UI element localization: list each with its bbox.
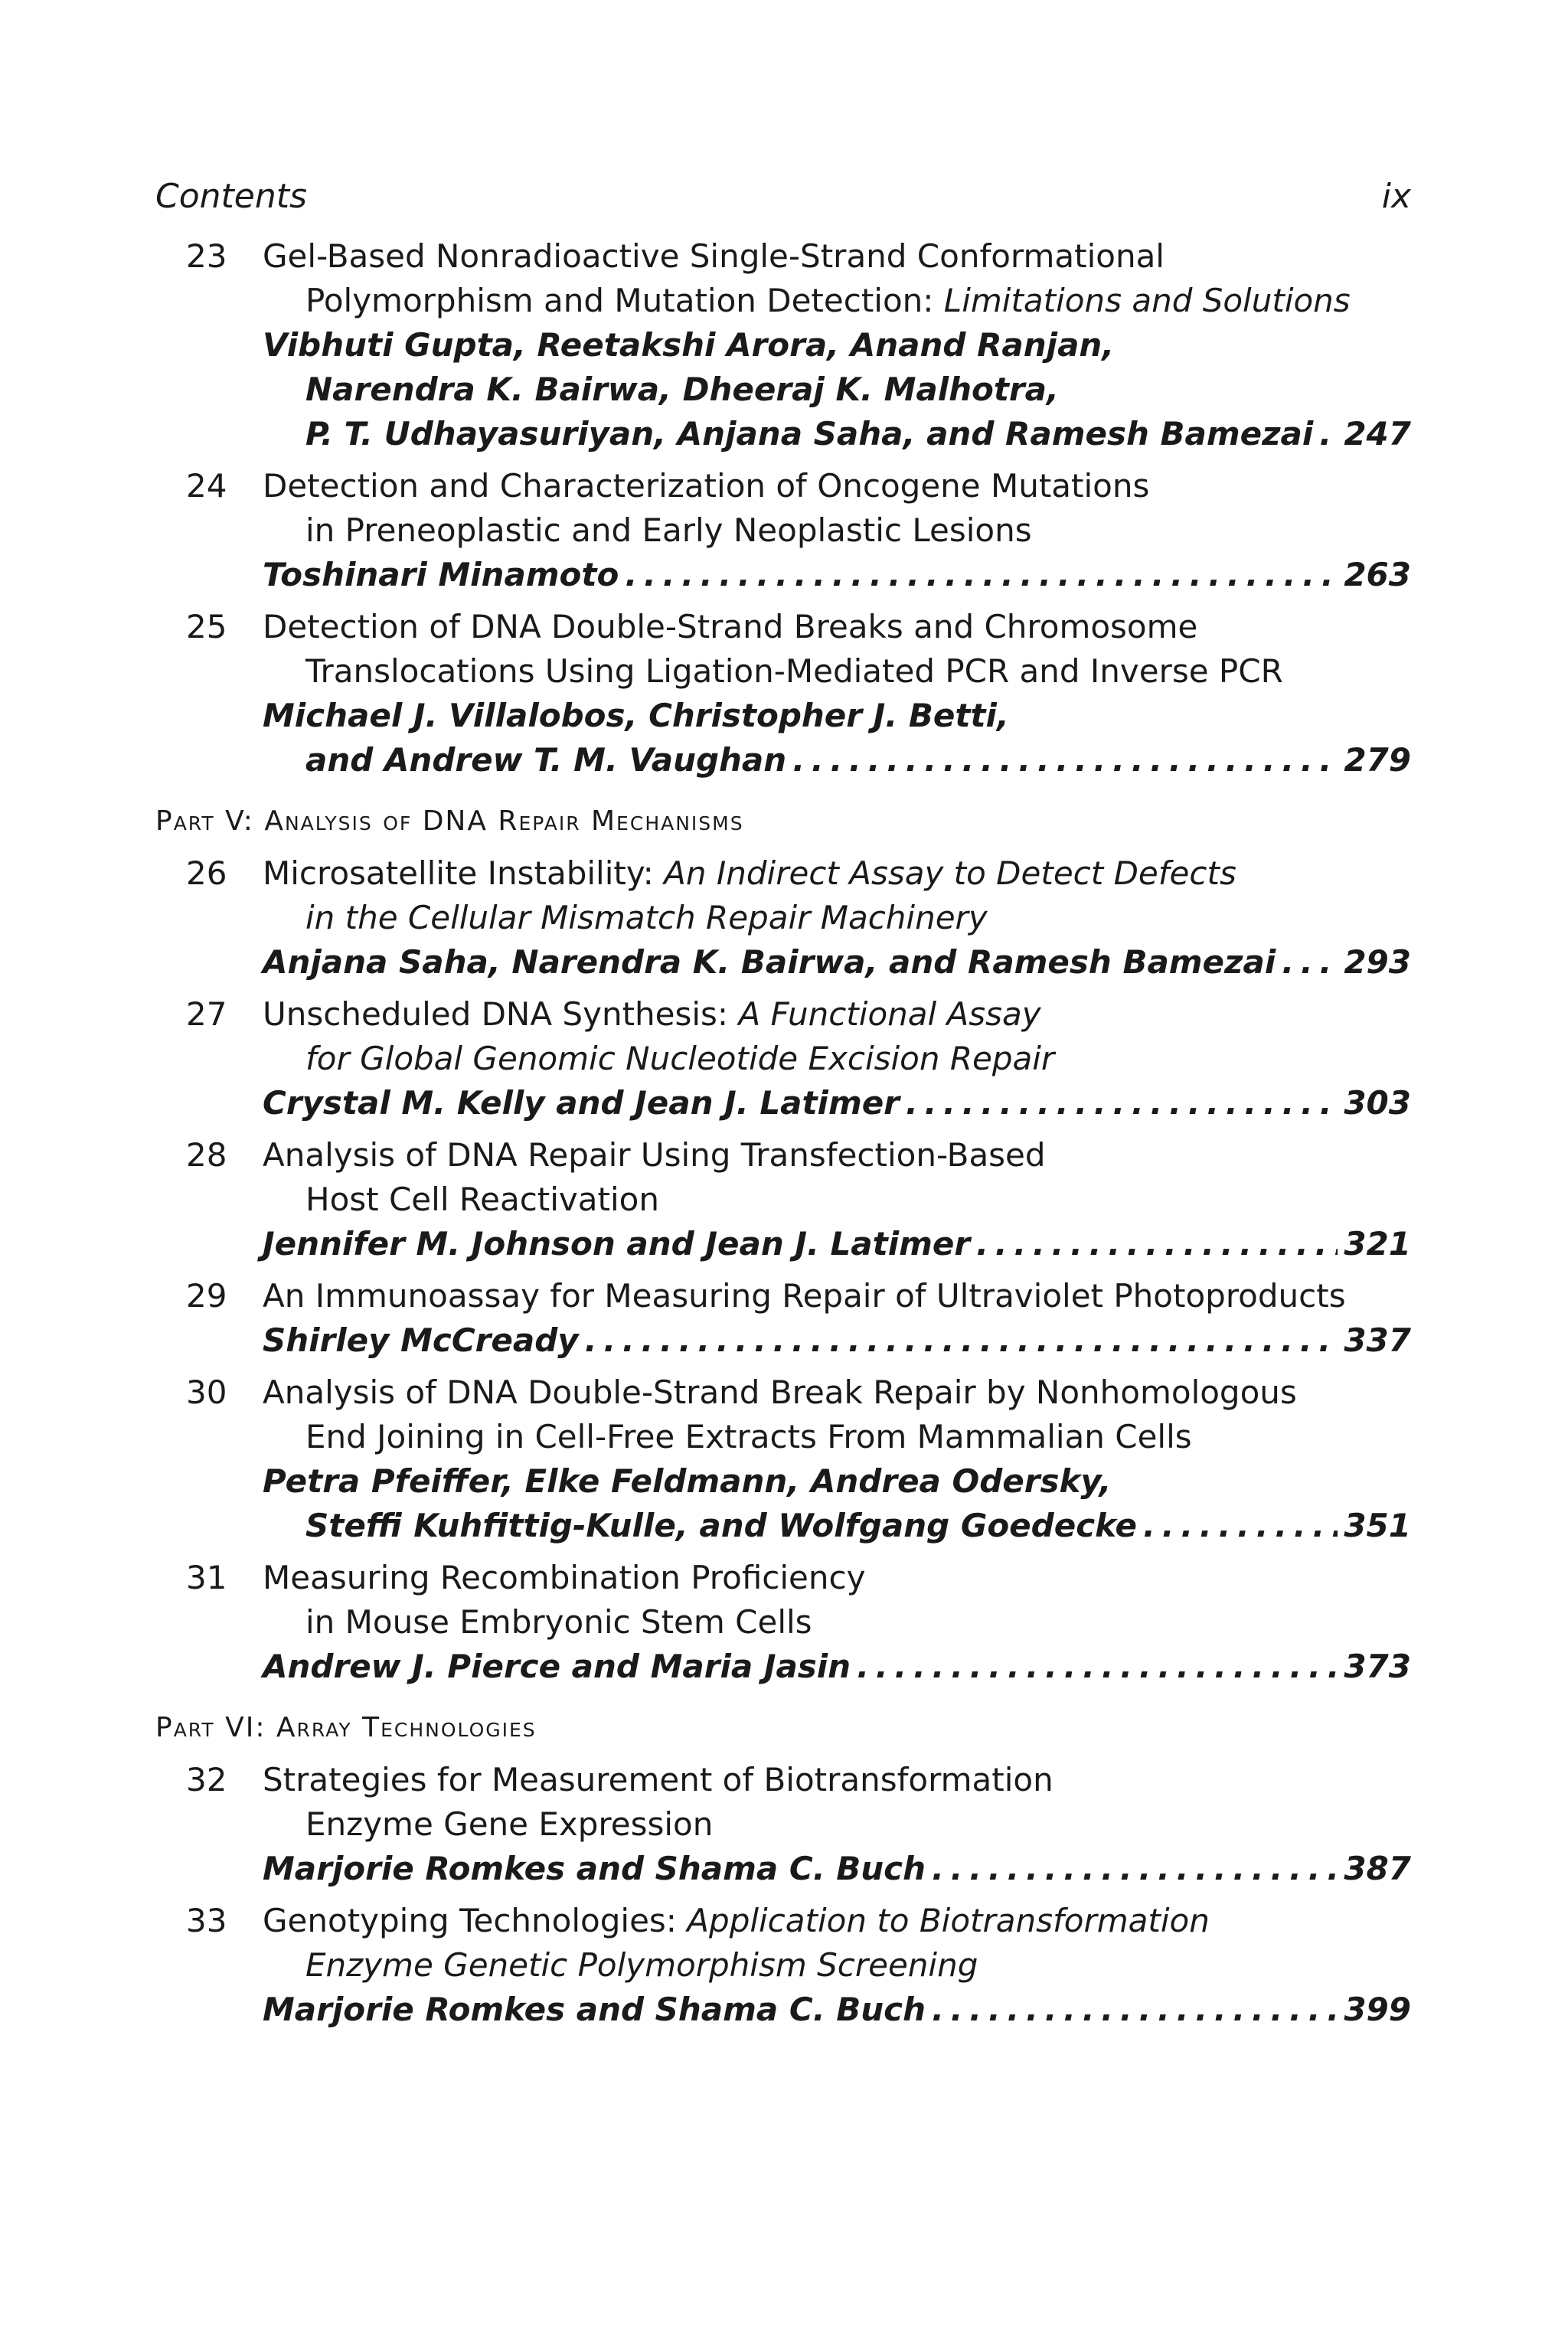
author-line — [263, 1222, 1411, 1266]
chapter-subtitle-text: An Indirect Assay to Detect Defects — [664, 854, 1236, 892]
author-names: P. T. Udhayasuriyan, Anjana Saha, and Ramesh Bamezai — [305, 415, 1314, 452]
chapter-title-line — [263, 1415, 1411, 1459]
author-line — [263, 368, 1411, 412]
chapter-title-text: End Joining in Cell-Free Extracts From Mammalian Cells — [305, 1418, 1192, 1455]
chapter-number: 27 — [186, 995, 227, 1033]
chapter-title-line — [263, 851, 1411, 896]
part-heading: Part VI: Array Technologies — [155, 1712, 537, 1743]
author-line — [263, 1318, 1411, 1363]
chapter-title-text: Microsatellite Instability: — [263, 854, 665, 892]
chapter-number: 32 — [186, 1761, 227, 1798]
dot-leader — [976, 1222, 1338, 1266]
chapter-authors — [263, 1081, 1411, 1125]
page-number: 293 — [1344, 943, 1411, 981]
chapter-title-line — [263, 1899, 1411, 1943]
chapter-authors — [263, 1318, 1411, 1363]
chapter-subtitle-text: Application to Biotransformation — [687, 1902, 1210, 1939]
author-names: Crystal M. Kelly and Jean J. Latimer — [263, 1084, 900, 1122]
author-names: Toshinari Minamoto — [263, 556, 619, 593]
chapter-title-text: in Mouse Embryonic Stem Cells — [305, 1603, 812, 1641]
chapter-subtitle-text: for Global Genomic Nucleotide Excision Repair — [305, 1040, 1055, 1077]
chapter-authors — [263, 1222, 1411, 1266]
chapter-title-text: Measuring Recombination Proficiency — [263, 1559, 866, 1596]
chapter-title-line — [263, 1758, 1411, 1802]
chapter-authors — [263, 940, 1411, 985]
chapter-title-text: Enzyme Gene Expression — [305, 1805, 714, 1843]
chapter-authors — [263, 553, 1411, 597]
dot-leader — [585, 1318, 1338, 1363]
chapter-title-line — [263, 508, 1411, 553]
author-line — [263, 412, 1411, 456]
page-number: 399 — [1344, 1991, 1411, 2028]
page-number: 351 — [1344, 1507, 1411, 1544]
page-number: 321 — [1344, 1225, 1411, 1263]
chapter-authors — [263, 1988, 1411, 2032]
chapter-title-text: Genotyping Technologies: — [263, 1902, 688, 1939]
dot-leader — [625, 553, 1338, 597]
author-names: Vibhuti Gupta, Reetakshi Arora, Anand Ranjan, — [263, 326, 1115, 364]
dot-leader — [1319, 412, 1338, 456]
chapter-authors — [263, 1459, 1411, 1548]
chapter-title-line — [263, 1943, 1411, 1988]
chapter-title-line — [263, 1133, 1411, 1178]
chapter-number: 33 — [186, 1902, 227, 1939]
author-names: Shirley McCready — [263, 1321, 579, 1359]
chapter-title-text: Analysis of DNA Double-Strand Break Repair by Nonhomologous — [263, 1374, 1297, 1411]
chapter-title-text: Analysis of DNA Repair Using Transfection-Based — [263, 1136, 1046, 1174]
chapter-title-text: Gel-Based Nonradioactive Single-Strand Conformational — [263, 237, 1165, 275]
page-number: 387 — [1344, 1850, 1411, 1887]
chapter-title-text: in Preneoplastic and Early Neoplastic Lesions — [305, 511, 1032, 549]
dot-leader — [906, 1081, 1338, 1125]
contents-page — [155, 170, 1411, 2032]
dot-leader — [932, 1847, 1338, 1891]
author-names: and Andrew T. M. Vaughan — [305, 741, 787, 779]
dot-leader — [1143, 1504, 1338, 1548]
toc-entry[interactable] — [155, 1758, 1411, 1891]
toc-entry[interactable] — [155, 1274, 1411, 1363]
toc-entry[interactable] — [155, 992, 1411, 1125]
chapter-title-line — [263, 279, 1411, 323]
chapter-subtitle-text: Limitations and Solutions — [943, 282, 1351, 319]
page-number: 263 — [1344, 556, 1411, 593]
author-names: Marjorie Romkes and Shama C. Buch — [263, 1850, 926, 1887]
chapter-number: 30 — [186, 1374, 227, 1411]
chapter-number: 23 — [186, 237, 227, 275]
toc-entry[interactable] — [155, 1133, 1411, 1266]
chapter-subtitle-text: Enzyme Genetic Polymorphism Screening — [305, 1946, 978, 1984]
chapter-title-text: Detection of DNA Double-Strand Breaks and Chromosome — [263, 608, 1198, 645]
chapter-title-line — [263, 649, 1411, 694]
author-line — [263, 1504, 1411, 1548]
toc-entry[interactable] — [155, 605, 1411, 782]
part-heading: Part V: Analysis of DNA Repair Mechanisms — [155, 805, 744, 837]
author-names: Steffi Kuhfittig-Kulle, and Wolfgang Goedecke — [305, 1507, 1138, 1544]
chapter-title-line — [263, 1037, 1411, 1081]
chapter-title-text: Strategies for Measurement of Biotransformation — [263, 1761, 1054, 1798]
author-line — [263, 553, 1411, 597]
chapter-authors — [263, 323, 1411, 456]
author-line — [263, 940, 1411, 985]
page-number: 337 — [1344, 1321, 1411, 1359]
author-line — [263, 1459, 1411, 1504]
chapter-subtitle-text: in the Cellular Mismatch Repair Machinery — [305, 899, 988, 936]
chapter-title-text: Polymorphism and Mutation Detection: — [305, 282, 944, 319]
dot-leader — [1282, 940, 1338, 985]
author-line — [263, 1081, 1411, 1125]
chapter-number: 26 — [186, 854, 227, 892]
author-names: Narendra K. Bairwa, Dheeraj K. Malhotra, — [305, 371, 1059, 408]
running-head-title: Contents — [155, 177, 307, 216]
running-head-page-number: ix — [1381, 177, 1411, 216]
chapter-subtitle-text: A Functional Assay — [738, 995, 1041, 1033]
author-names: Michael J. Villalobos, Christopher J. Betti, — [263, 697, 1009, 734]
chapter-title-line — [263, 1274, 1411, 1318]
chapter-number: 31 — [186, 1559, 227, 1596]
chapter-title-text: Host Cell Reactivation — [305, 1181, 659, 1218]
author-names: Jennifer M. Johnson and Jean J. Latimer — [263, 1225, 971, 1263]
toc-entry[interactable] — [155, 851, 1411, 985]
chapter-title-text: Unscheduled DNA Synthesis: — [263, 995, 739, 1033]
chapter-title-line — [263, 1600, 1411, 1645]
page-number: 303 — [1344, 1084, 1411, 1122]
chapter-title-line — [263, 1556, 1411, 1600]
chapter-title-text: Detection and Characterization of Oncogene Mutations — [263, 467, 1150, 505]
table-of-contents — [155, 234, 1411, 2032]
author-names: Petra Pfeiffer, Elke Feldmann, Andrea Odersky, — [263, 1462, 1112, 1500]
chapter-authors — [263, 1645, 1411, 1689]
chapter-title-text: Translocations Using Ligation-Mediated PCR and Inverse PCR — [305, 652, 1283, 690]
toc-entry[interactable] — [155, 1899, 1411, 2032]
author-line — [263, 323, 1411, 368]
chapter-authors — [263, 694, 1411, 782]
dot-leader — [792, 738, 1338, 782]
chapter-title-text: An Immunoassay for Measuring Repair of Ultraviolet Photoproducts — [263, 1277, 1346, 1315]
page-number: 247 — [1344, 415, 1411, 452]
chapter-title-line — [263, 1370, 1411, 1415]
page-number: 279 — [1344, 741, 1411, 779]
page-number: 373 — [1344, 1648, 1411, 1685]
author-line — [263, 1988, 1411, 2032]
author-line — [263, 694, 1411, 738]
toc-entry[interactable] — [155, 234, 1411, 456]
dot-leader — [932, 1988, 1338, 2032]
chapter-number: 29 — [186, 1277, 227, 1315]
author-names: Andrew J. Pierce and Maria Jasin — [263, 1648, 851, 1685]
author-line — [263, 1847, 1411, 1891]
running-head — [155, 170, 1411, 224]
chapter-title-line — [263, 1802, 1411, 1847]
toc-entry[interactable] — [155, 1556, 1411, 1689]
chapter-title-line — [263, 1178, 1411, 1222]
dot-leader — [857, 1645, 1338, 1689]
chapter-title-line — [263, 605, 1411, 649]
author-line — [263, 1645, 1411, 1689]
author-line — [263, 738, 1411, 782]
chapter-title-line — [263, 896, 1411, 940]
chapter-title-line — [263, 234, 1411, 279]
chapter-authors — [263, 1847, 1411, 1891]
chapter-title-line — [263, 992, 1411, 1037]
toc-entry[interactable] — [155, 1370, 1411, 1548]
author-names: Marjorie Romkes and Shama C. Buch — [263, 1991, 926, 2028]
chapter-number: 25 — [186, 608, 227, 645]
chapter-title-line — [263, 464, 1411, 508]
author-names: Anjana Saha, Narendra K. Bairwa, and Ramesh Bamezai — [263, 943, 1276, 981]
chapter-number: 24 — [186, 467, 227, 505]
toc-entry[interactable] — [155, 464, 1411, 597]
chapter-number: 28 — [186, 1136, 227, 1174]
